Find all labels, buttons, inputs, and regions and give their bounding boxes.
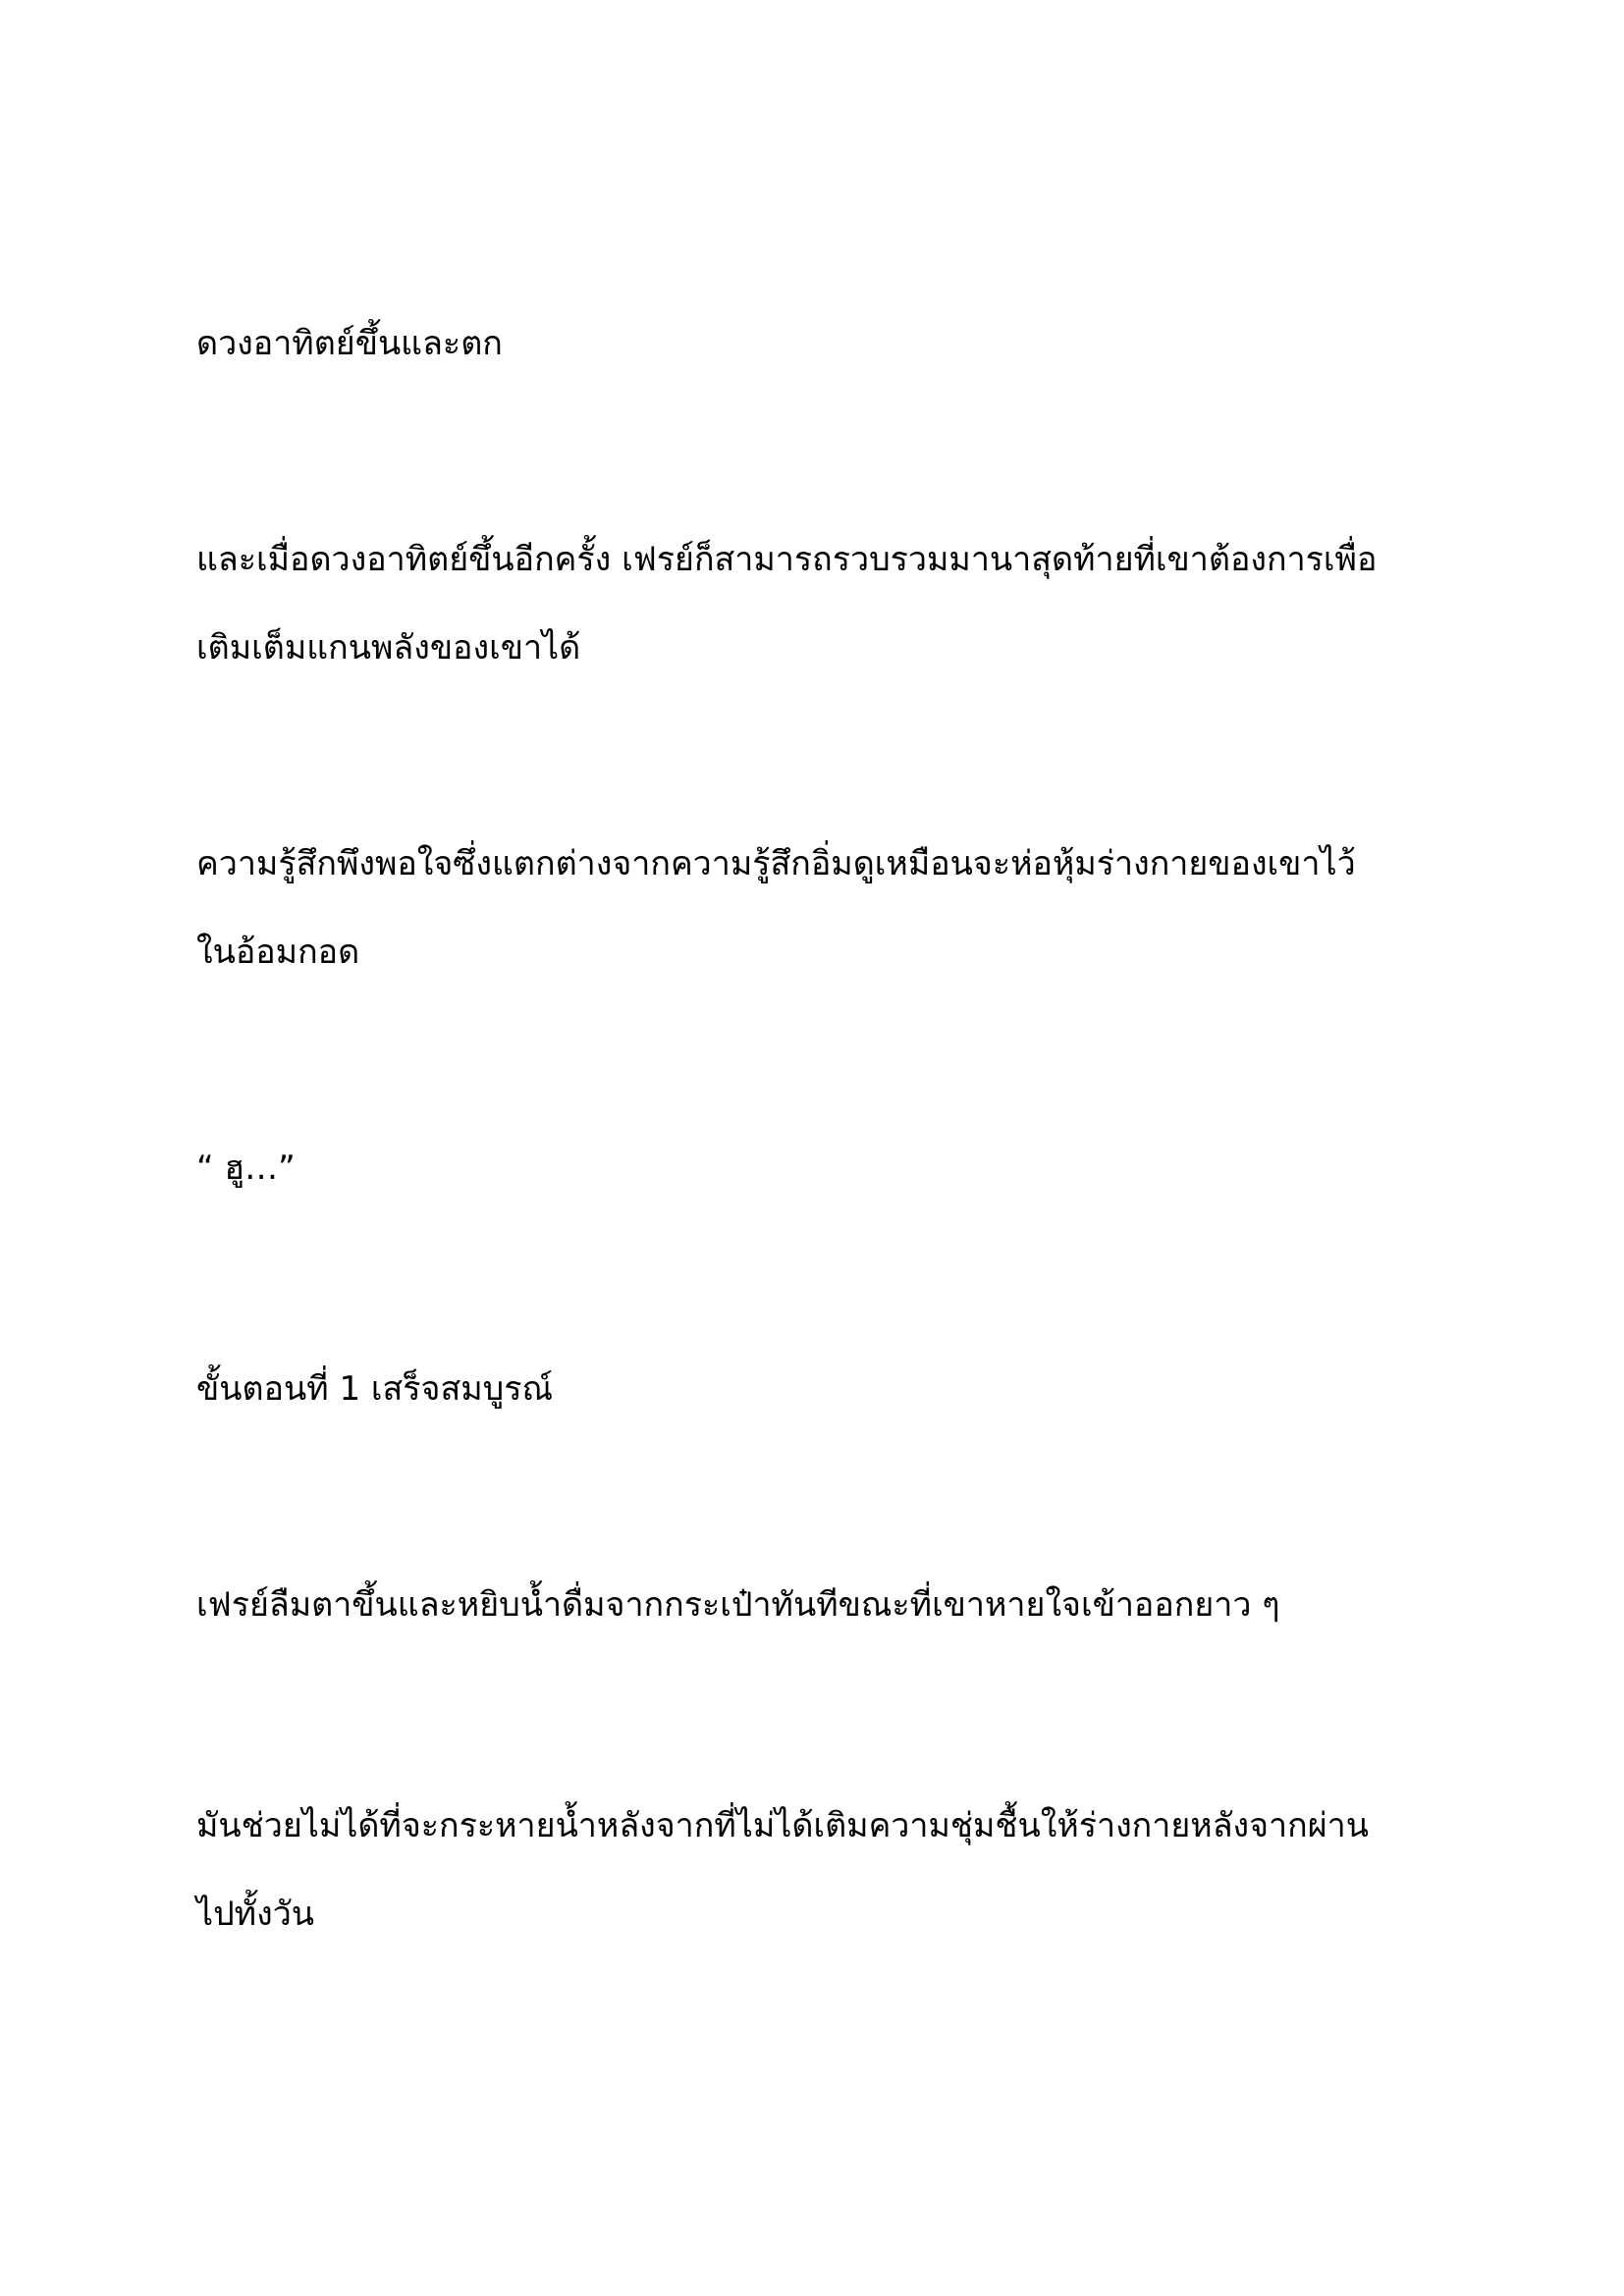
paragraph-line: ขั้นตอนที่ 1 เสร็จสมบูรณ์: [196, 1369, 553, 1409]
paragraph-line: มันช่วยไม่ได้ที่จะกระหายน้ำหลังจากที่ไม่ได้เติมความชุ่มชื้นให้ร่างกายหลังจากผ่าน: [196, 1806, 1369, 1845]
paragraph-line: ดวงอาทิตย์ขึ้นและตก: [196, 324, 503, 363]
paragraph-line: เฟรย์ลืมตาขึ้นและหยิบน้ำดื่มจากกระเป๋าทันทีขณะที่เขาหายใจเข้าออกยาว ๆ: [196, 1585, 1280, 1625]
paragraph-line: “ ฮู…”: [196, 1148, 296, 1188]
paragraph-line: ความรู้สึกพึงพอใจซึ่งแตกต่างจากความรู้สึกอิ่มดูเหมือนจะห่อหุ้มร่างกายของเขาไว้: [196, 844, 1356, 883]
paragraph-step-complete: [196, 1345, 1434, 1433]
paragraph-exhale-dialogue: [196, 1124, 1434, 1212]
paragraph-gather-mana: [196, 515, 1434, 692]
paragraph-satisfaction: [196, 820, 1434, 996]
paragraph-thirst: [196, 1782, 1434, 1958]
paragraph-line: เติมเต็มแกนพลังของเขาได้: [196, 628, 581, 667]
paragraph-open-eyes: [196, 1561, 1434, 1649]
paragraph-line: และเมื่อดวงอาทิตย์ขึ้นอีกครั้ง เฟรย์ก็สามารถรวบรวมมานาสุดท้ายที่เขาต้องการเพื่อ: [196, 540, 1378, 579]
paragraph-line: ไปทั้งวัน: [196, 1895, 315, 1934]
paragraph-sunrise-sunset: [196, 299, 1434, 388]
paragraph-line: ในอ้อมกอด: [196, 933, 360, 972]
